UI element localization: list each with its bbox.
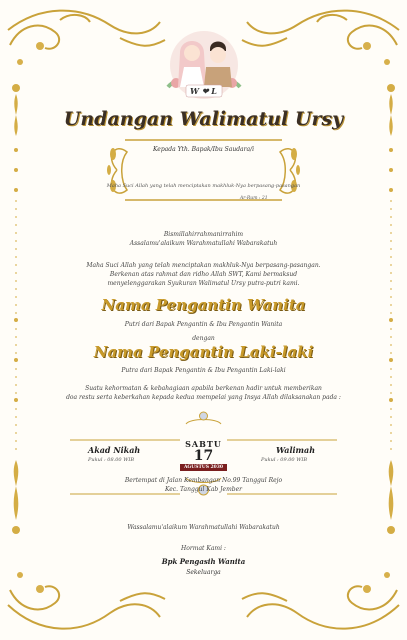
host-name: Bpk Pengasih Wanita <box>161 557 246 566</box>
conjunction: dengan <box>192 335 215 342</box>
intro-line-1: Maha Suci Allah yang telah menciptakan makhluk-Nya berpasang-pasangan. <box>86 262 321 269</box>
walimah-label: Walimah <box>276 445 316 455</box>
quote-text: Maha Suci Allah yang telah menciptakan makhluk-Nya berpasang-pasangan <box>106 183 301 189</box>
bride-name: Nama Pengantin Wanita <box>101 296 306 314</box>
left-side-ornament <box>0 80 40 560</box>
groom-parents: Putra dari Bapak Pengantin & Ibu Pengantin Laki-laki <box>121 367 286 374</box>
salam-opening: Assalamu'alaikum Warahmatullahi Wabarakatuh <box>129 240 278 247</box>
closing-request-2: doa restu serta keberkahan kepada kedua mempelai yang Insya Allah dilaksanakan pada : <box>66 394 341 401</box>
event-day: SABTU <box>185 439 222 449</box>
venue-line-1: Bertempat di Jalan Kembangan No.99 Tanggul Rejo <box>124 477 283 484</box>
host-family: Sekeluarga <box>186 569 221 576</box>
recipient-frame <box>105 132 302 208</box>
groom-name: Nama Pengantin Laki-laki <box>93 343 314 361</box>
bismillah: Bismillahirrahmanirrahim <box>163 231 244 238</box>
event-month: AGUSTUS 2030 <box>183 465 224 470</box>
host-label: Hormat Kami : <box>181 545 226 552</box>
intro-line-2: Berkenan atas rahmat dan ridho Allah SWT, Kami bermaksud <box>109 271 298 278</box>
closing-request-1: Suatu kehormatan & kebahagiaan apabila berkenan hadir untuk memberikan <box>85 385 322 392</box>
couple-initials: W ❤ L <box>190 86 217 96</box>
quote-source: Ar-Rum : 21 <box>240 196 268 201</box>
venue-line-2: Kec. Tanggul Kab Jember <box>164 486 243 493</box>
salam-closing: Wassalamu'alaikum Warahmatullahi Wabarakatuh <box>127 524 280 531</box>
akad-time: Pukul : 08.00 WIB <box>88 457 134 463</box>
recipient-label: Kepada Yth. Bapak/Ibu Saudara/i <box>152 146 255 153</box>
right-side-ornament <box>367 80 407 560</box>
walimah-time: Pukul : 09.00 WIB <box>261 457 307 463</box>
event-date: 17 <box>193 448 214 464</box>
intro-line-3: menyelenggarakan Syukuran Walimatul Ursy putra-putri kami. <box>107 280 300 287</box>
akad-label: Akad Nikah <box>88 445 141 455</box>
bottom-ornament <box>0 565 407 640</box>
invitation-title: Undangan Walimatul Ursy <box>63 108 344 130</box>
bride-parents: Putri dari Bapak Pengantin & Ibu Pengantin Wanita <box>124 321 283 328</box>
